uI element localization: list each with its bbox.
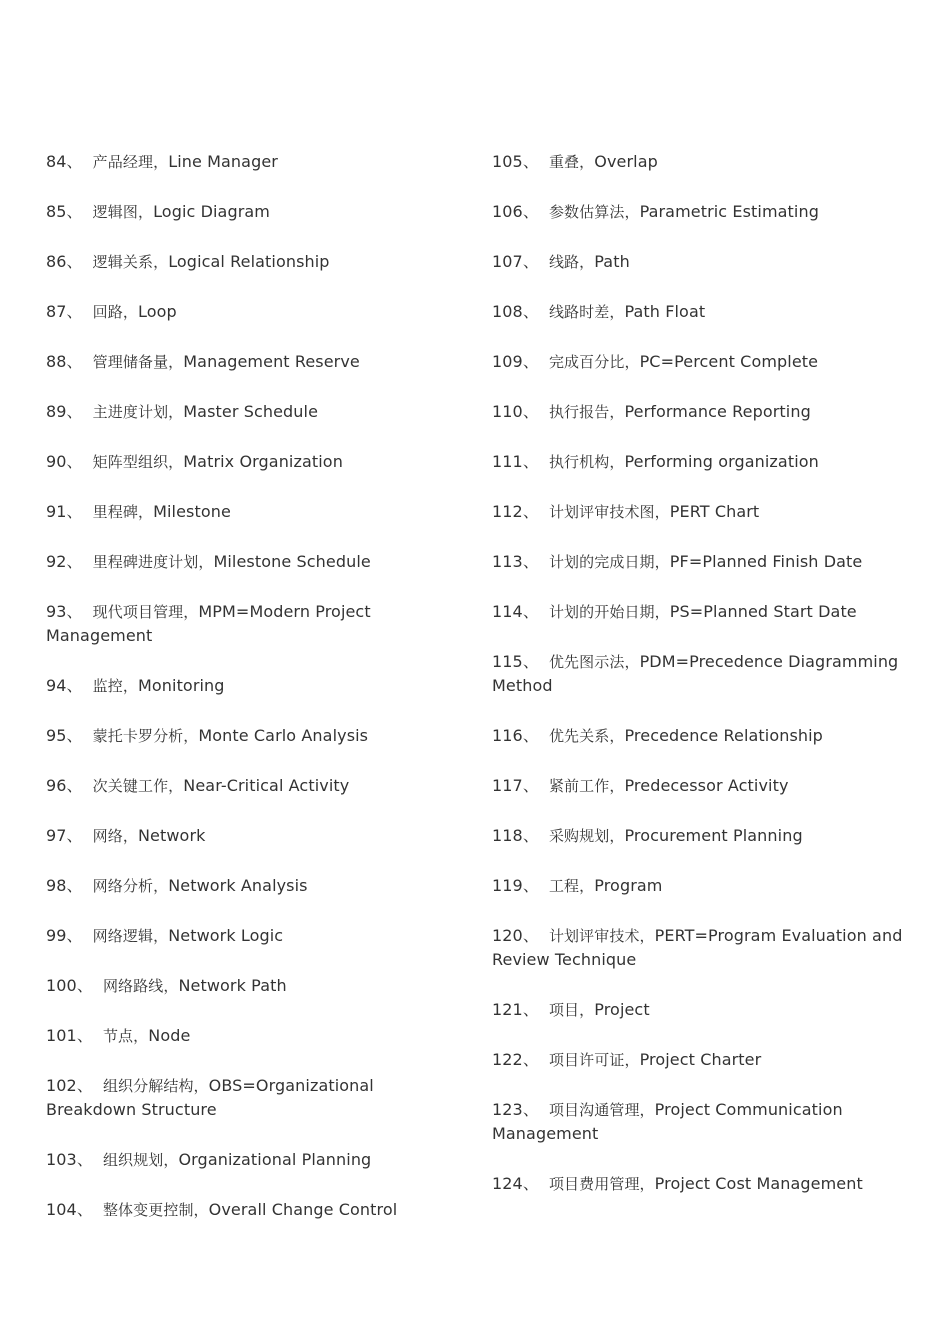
glossary-entry: 118、 采购规划，Procurement Planning [492,826,803,845]
glossary-entry: 99、 网络逻辑，Network Logic [46,926,284,945]
glossary-entry: 107、 线路，Path [492,252,630,271]
glossary-entry: 124、 项目费用管理，Project Cost Management [492,1174,863,1193]
glossary-entry: 95、 蒙托卡罗分析，Monte Carlo Analysis [46,726,369,745]
glossary-entry: 116、 优先关系，Precedence Relationship [492,726,823,745]
glossary-entry: 119、 工程，Program [492,876,663,895]
glossary-entry: 87、 回路，Loop [46,302,177,321]
glossary-entry: 103、 组织规划，Organizational Planning [46,1150,372,1169]
glossary-entry: 111、 执行机构，Performing organization [492,452,819,471]
glossary-entry: 115、 优先图示法，PDM=Precedence Diagramming Method [492,652,899,695]
glossary-entry: 121、 项目，Project [492,1000,650,1019]
glossary-right-column [492,150,912,1196]
glossary-entry: 85、 逻辑图，Logic Diagram [46,202,270,221]
glossary-entry: 108、 线路时差，Path Float [492,302,706,321]
glossary-entry: 96、 次关键工作，Near-Critical Activity [46,776,350,795]
glossary-entry: 117、 紧前工作，Predecessor Activity [492,776,789,795]
glossary-entry: 106、 参数估算法，Parametric Estimating [492,202,819,221]
glossary-entry: 112、 计划评审技术图，PERT Chart [492,502,760,521]
glossary-entry: 104、 整体变更控制，Overall Change Control [46,1200,398,1219]
glossary-entry: 123、 项目沟通管理，Project Communication Management [492,1100,843,1143]
glossary-entry: 120、 计划评审技术，PERT=Program Evaluation and Review Technique [492,926,903,969]
glossary-left-column [46,150,466,1222]
glossary-entry: 102、 组织分解结构，OBS=Organizational Breakdown Structure [46,1076,374,1119]
glossary-entry: 89、 主进度计划，Master Schedule [46,402,319,421]
glossary-entry: 86、 逻辑关系，Logical Relationship [46,252,330,271]
glossary-entry: 93、 现代项目管理，MPM=Modern Project Management [46,602,371,645]
glossary-entry: 110、 执行报告，Performance Reporting [492,402,811,421]
glossary-entry: 101、 节点，Node [46,1026,191,1045]
glossary-entry: 97、 网络，Network [46,826,206,845]
glossary-entry: 113、 计划的完成日期，PF=Planned Finish Date [492,552,863,571]
glossary-entry: 100、 网络路线，Network Path [46,976,287,995]
glossary-entry: 88、 管理储备量，Management Reserve [46,352,360,371]
glossary-entry: 122、 项目许可证，Project Charter [492,1050,762,1069]
glossary-entry: 98、 网络分析，Network Analysis [46,876,308,895]
glossary-entry: 90、 矩阵型组织，Matrix Organization [46,452,343,471]
glossary-entry: 114、 计划的开始日期，PS=Planned Start Date [492,602,857,621]
glossary-entry: 105、 重叠，Overlap [492,152,658,171]
glossary-entry: 91、 里程碑，Milestone [46,502,231,521]
glossary-entry: 84、 产品经理，Line Manager [46,152,278,171]
glossary-entry: 92、 里程碑进度计划，Milestone Schedule [46,552,371,571]
glossary-entry: 94、 监控，Monitoring [46,676,225,695]
glossary-entry: 109、 完成百分比，PC=Percent Complete [492,352,819,371]
